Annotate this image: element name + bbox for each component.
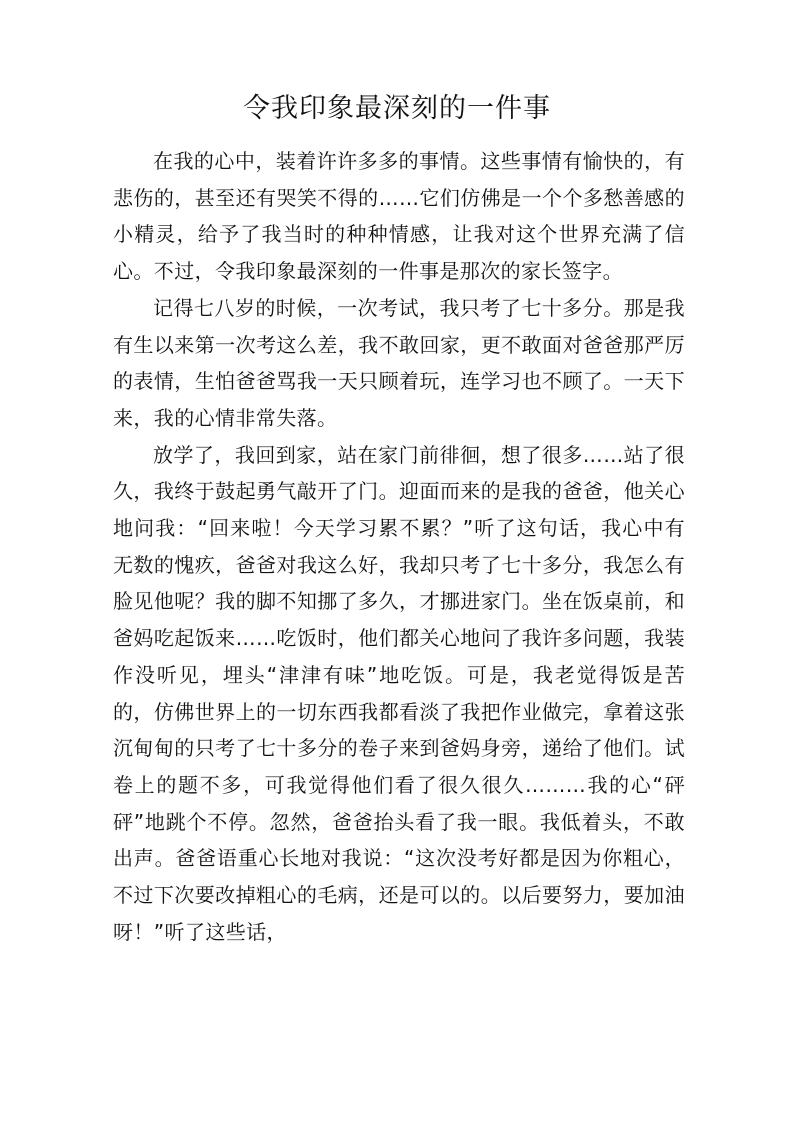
- essay-paragraph-3: 放学了，我回到家，站在家门前徘徊，想了很多……站了很久，我终于鼓起勇气敲开了门。迎面而来的是我的爸爸，他关心地问我：“回来啦！今天学习累不累？”听了这句话，我心中有无数的愧疚，爸爸对我这么好，我却只考了七十多分，我怎么有脸见他呢？我的脚不知挪了多久，才挪进家门。坐在饭桌前，和爸妈吃起饭来……吃饭时，他们都关心地问了我许多问题，我装作没听见，埋头“津津有味”地吃饭。可是，我老觉得饭是苦的，仿佛世界上的一切东西我都看淡了我把作业做完，拿着这张沉甸甸的只考了七十多分的卷子来到爸妈身旁，递给了他们。试卷上的题不多，可我觉得他们看了很久很久………我的心“砰砰”地跳个不停。忽然，爸爸抬头看了我一眼。我低着头，不敢出声。爸爸语重心长地对我说：“这次没考好都是因为你粗心，不过下次要改掉粗心的毛病，还是可以的。以后要努力，要加油呀！”听了这些话，: [113, 442, 685, 944]
- essay-paragraph-2: 记得七八岁的时候，一次考试，我只考了七十多分。那是我有生以来第一次考这么差，我不敢回家，更不敢面对爸爸那严厉的表情，生怕爸爸骂我一天只顾着玩，连学习也不顾了。一天下来，我的心情非常失落。: [113, 295, 685, 430]
- essay-body: [113, 143, 685, 950]
- essay-paragraph-1: 在我的心中，装着许许多多的事情。这些事情有愉快的，有悲伤的，甚至还有哭笑不得的……它们仿佛是一个个多愁善感的小精灵，给予了我当时的种种情感，让我对这个世界充满了信心。不过，令我印象最深刻的一件事是那次的家长签字。: [113, 149, 685, 284]
- essay-title: 令我印象最深刻的一件事: [243, 93, 551, 124]
